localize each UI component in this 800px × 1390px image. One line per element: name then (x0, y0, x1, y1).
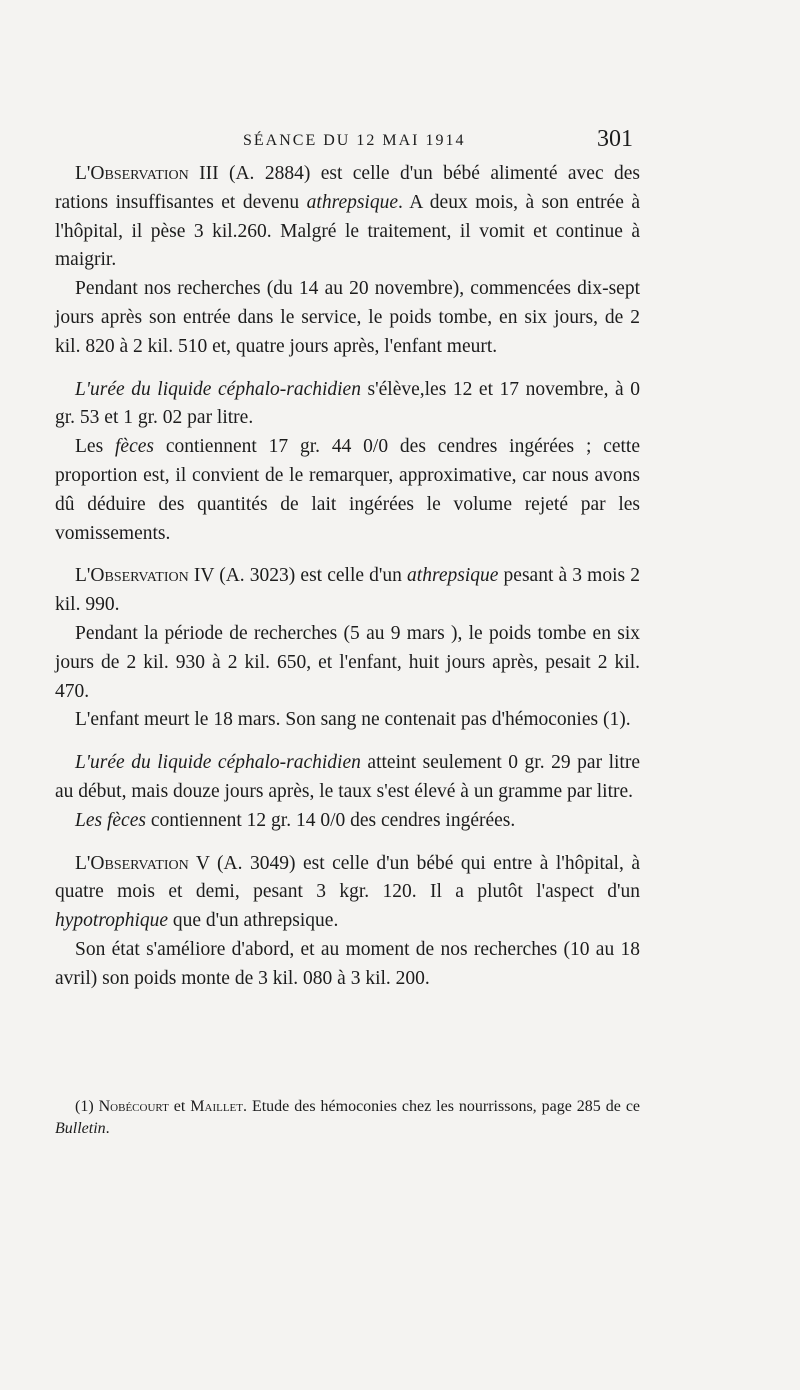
observation-5-weight-paragraph: Son état s'améliore d'abord, et au moment de nos recherches (10 au 18 avril) son poids monte de 3 kil. 080 à 3 kil. 200. (55, 938, 640, 989)
italic-term: Les fèces (75, 809, 146, 831)
paragraph-text: contiennent 12 gr. 14 0/0 des cendres ingérées. (145, 809, 516, 831)
paragraph-text: . Etude des hémoconies chez les nourrissons, page 285 de ce (243, 1098, 641, 1115)
paragraph-text: . (105, 1120, 110, 1137)
journal-title: Bulletin (55, 1120, 106, 1137)
observation-4-weight-paragraph: Pendant la période de recherches (5 au 9 mars ), le poids tombe en six jours de 2 kil. 930 à 2 kil. 650, et l'enfant, huit jours après, pesait 2 kil. 470. (55, 622, 640, 702)
paragraph-text: Les (75, 436, 115, 458)
paragraph-text: III (A. 2884) est celle d'un bébé alimenté avec des rations insuffisantes et devenu (55, 163, 640, 213)
footnote (55, 1096, 640, 1140)
observation-label: L'Observation (75, 565, 189, 587)
paragraph-text: que d'un athrepsique. (168, 910, 339, 932)
italic-term: hypotrophique (55, 910, 169, 932)
page-number: 301 (597, 126, 633, 152)
observation-5-paragraph (55, 850, 640, 936)
footnote-author: Maillet (190, 1098, 243, 1115)
paragraph-text: contiennent 17 gr. 44 0/0 des cendres ingérées ; cette proportion est, il convient de le remarquer, approximative, car nous avons dû déduire des quantités de lait ingérées le volume rejeté par les vomissements. (55, 436, 641, 544)
italic-term: athrepsique (306, 191, 399, 213)
observation-4-urea-paragraph (55, 749, 640, 807)
page-header (0, 126, 800, 156)
italic-term: L'urée du liquide céphalo-rachidien (75, 378, 361, 400)
italic-term: fèces (115, 436, 154, 458)
running-title: SÉANCE DU 12 MAI 1914 (243, 132, 466, 149)
paragraph-text: V (A. 3049) est celle d'un bébé qui entre à l'hôpital, à quatre mois et demi, pesant 3 kgr. 120. Il a plutôt l'aspect d'un (55, 852, 640, 903)
observation-3-feces-paragraph (55, 433, 640, 548)
observation-3-paragraph (55, 160, 640, 275)
paragraph-text: et (168, 1098, 191, 1115)
paragraph-text: atteint seulement 0 gr. 29 par litre au début, mais douze jours après, le taux s'est élevé à un gramme par litre. (55, 752, 641, 802)
observation-3-weight-paragraph: Pendant nos recherches (du 14 au 20 novembre), commencées dix-sept jours après son entrée dans le service, le poids tombe, en six jours, de 2 kil. 820 à 2 kil. 510 et, quatre jours après, l'enfant meurt. (55, 278, 640, 357)
paragraph-text: s'élève,les 12 et 17 novembre, à 0 gr. 53 et 1 gr. 02 par litre. (55, 378, 640, 429)
observation-label: L'Observation (75, 852, 189, 874)
observation-3-urea-paragraph (55, 376, 640, 434)
italic-term: athrepsique (407, 565, 499, 587)
observation-4-feces-paragraph (55, 807, 640, 836)
observation-label: L'Observation (75, 163, 189, 184)
footnote-number: (1) (75, 1098, 99, 1115)
observation-4-paragraph (55, 562, 640, 620)
paragraph-text: . A deux mois, à son entrée à l'hôpital, il pèse 3 kil.260. Malgré le traitement, il vomit et continue à maigrir. (55, 191, 641, 271)
observation-4-death-paragraph: L'enfant meurt le 18 mars. Son sang ne contenait pas d'hémoconies (1). (75, 709, 631, 731)
italic-term: L'urée du liquide céphalo-rachidien (75, 752, 361, 774)
body-text (55, 160, 640, 994)
paragraph-text: pesant à 3 mois 2 kil. 990. (55, 565, 640, 616)
footnote-text (55, 1096, 640, 1140)
footnote-author: Nobécourt (98, 1098, 169, 1115)
paragraph-text: IV (A. 3023) est celle d'un (188, 565, 408, 587)
